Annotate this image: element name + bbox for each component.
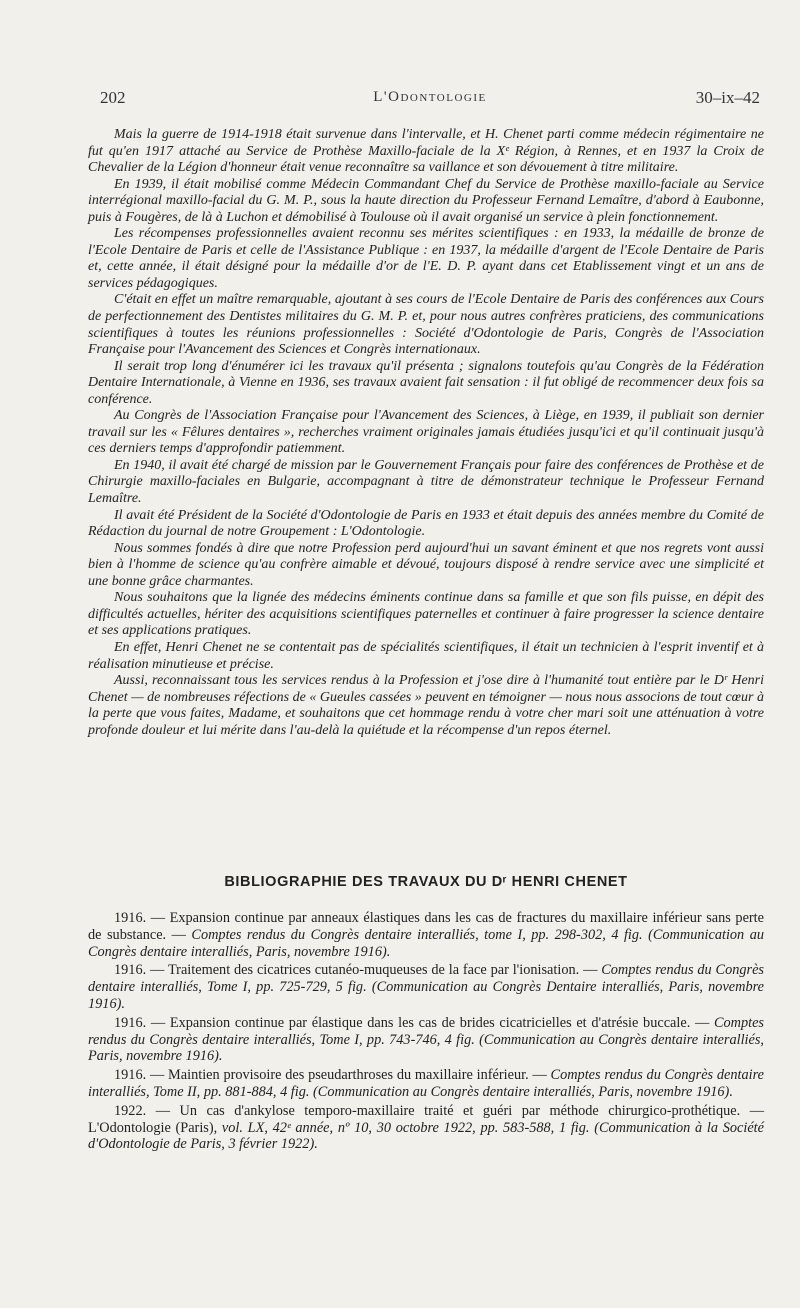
paragraph: Au Congrès de l'Association Française pour l'Avancement des Sciences, à Liège, en 1939, il publiait son dernier travail sur les « Fêlures dentaires », recherches vraiment originales jamais étudiées jusqu'ici et qu'il continuait jusqu'à ces derniers temps d'approfondir patiemment. [88, 408, 764, 457]
paragraph: Il avait été Président de la Société d'Odontologie de Paris en 1933 et était depuis des années membre du Comité de Rédaction du journal de notre Groupement : L'Odontologie. [88, 507, 764, 540]
paragraph: Les récompenses professionnelles avaient reconnu ses mérites scientifiques : en 1933, la médaille de bronze de l'Ecole Dentaire de Paris et celle de l'Assistance Publique : en 1937, la médaille d'argent de l'Ecole Dentaire de Paris et, cette année, il était désigné pour la médaille d'or de l'E. D. P. ayant dans cet Etablissement vingt et un ans de services pédagogiques. [88, 226, 764, 291]
paragraph: Il serait trop long d'énumérer ici les travaux qu'il présenta ; signalons toutefois qu'au Congrès de la Fédération Dentaire Internationale, à Vienne en 1936, ses travaux avaient fait sensation : il fut obligé de recommencer deux fois sa conférence. [88, 358, 764, 407]
paragraph: En 1940, il avait été chargé de mission par le Gouvernement Français pour faire des conférences de Prothèse et de Chirurgie maxillo-faciales en Bulgarie, accompagnant à titre de démonstrateur technique le Professeur Fernand Lemaître. [88, 457, 764, 507]
page-number: 202 [100, 88, 126, 107]
entry-year: 1922. [114, 1102, 147, 1119]
entry-text: — Expansion continue par anneaux élastiques dans les cas de fractures du maxillaire inférieur sans perte de substance. — [88, 910, 764, 943]
paragraph: En 1939, il était mobilisé comme Médecin Commandant Chef du Service de Prothèse maxillo-faciale au Service interrégional maxillo-facial du G. M. P., sous la haute direction du Professeur Fernand Lemaître, d'abord à Eaubonne, puis à Fougères, de là à Luchon et démobilisé à Toulouse où il avait organisé un service à plein fonctionnement. [88, 176, 764, 225]
bibliography-list [88, 910, 764, 1155]
issue-date: 30–ix–42 [695, 88, 760, 107]
paragraph: C'était en effet un maître remarquable, ajoutant à ses cours de l'Ecole Dentaire de Paris des conférences aux Cours de perfectionnement des Dentistes militaires du G. M. P. et, pour nous autres confrères praticiens, des communications scientifiques à toutes les réunions professionnelles : Société d'Odontologie de Paris, Congrès de l'Association Française pour l'Avancement des Sciences et Congrès internationaux. [88, 292, 764, 358]
entry-year: 1916. [114, 1014, 147, 1031]
paragraph: Mais la guerre de 1914-1918 était survenue dans l'intervalle, et H. Chenet parti comme médecin régimentaire ne fut qu'en 1917 attaché au Service de Prothèse Maxillo-faciale de la Xᵉ Région, à Rennes, et en 1937 la Croix de Chevalier de la Légion d'honneur était venue reconnaître sa vaillance et son dévouement à titre militaire. [88, 127, 764, 176]
paragraph: Nous souhaitons que la lignée des médecins éminents continue dans sa famille et que son fils puisse, en dépit des difficultés actuelles, hériter des acquisitions scientifiques paternelles et continuer à faire progresser la science dentaire et ses applications pratiques. [88, 590, 764, 639]
bibliography-title: BIBLIOGRAPHIE DES TRAVAUX DU Dʳ HENRI CHENET [224, 874, 628, 890]
bibliography-entry [88, 1103, 764, 1153]
entry-reference: Comptes rendus du Congrès dentaire interalliés, tome I, pp. 298-302, 4 fig. (Communication au Congrès dentaire interalliés, Paris, novembre 1916). [88, 926, 764, 960]
paragraph: Aussi, reconnaissant tous les services rendus à la Profession et j'ose dire à l'humanité tout entière par le Dʳ Henri Chenet — de nombreuses réfections de « Gueules cassées » peuvent en témoigner — nous nous associons de tout cœur à la perte que vous faites, Madame, et souhaitons que cet hommage rendu à votre cher mari soit une atténuation à votre profonde douleur et lui mérite dans l'au-delà la quiétude et la récompense d'un repos éternel. [88, 673, 764, 738]
bibliography-entry [88, 910, 764, 960]
entry-year: 1916. [114, 910, 147, 926]
entry-reference: Comptes rendus du Congrès dentaire interalliés, Tome II, pp. 881-884, 4 fig. (Communication au Congrès dentaire interalliés, Paris, novembre 1916). [88, 1067, 765, 1100]
entry-reference: vol. LX, 42ᵉ année, nº 10, 30 octobre 1922, pp. 583-588, 1 fig. (Communication à la Société d'Odontologie de Paris, 3 février 1922). [88, 1119, 764, 1153]
paragraph: En effet, Henri Chenet ne se contentait pas de spécialités scientifiques, il était un technicien à l'esprit inventif et à réalisation minutieuse et précise. [88, 639, 764, 672]
bibliography-entry [88, 1067, 764, 1101]
obituary-text [88, 127, 764, 739]
entry-text: — Maintien provisoire des pseudarthroses du maxillaire inférieur. — [149, 1067, 551, 1084]
entry-reference: Comptes rendus du Congrès dentaire interalliés, Tome I, pp. 743-746, 4 fig. (Communication au Congrès dentaire interalliés, Paris, novembre 1916). [88, 1014, 764, 1065]
entry-year: 1916. [114, 1067, 147, 1084]
entry-text: — Expansion continue par élastique dans les cas de brides cicatricielles et d'atrésie buccale. — [150, 1014, 714, 1031]
entry-text: — Un cas d'ankylose temporo-maxillaire traité et guéri par méthode chirurgico-prothétique. — L'Odontologie (Paris), [88, 1102, 765, 1136]
entry-year: 1916. [114, 962, 147, 979]
bibliography-entry [88, 1015, 764, 1065]
entry-reference: Comptes rendus du Congrès dentaire interalliés, Tome I, pp. 725-729, 5 fig. (Communication au Congrès Dentaire interalliés, Paris, novembre 1916). [88, 962, 764, 1012]
bibliography-entry [88, 962, 764, 1012]
journal-title: L'Odontologie [373, 89, 487, 105]
entry-text: — Traitement des cicatrices cutanéo-muqueuses de la face par l'ionisation. — [150, 962, 602, 979]
paragraph: Nous sommes fondés à dire que notre Profession perd aujourd'hui un savant éminent et que nos regrets vont aussi bien à l'homme de science qu'au confrère aimable et dévoué, toujours disposé à rendre service avec une simplicité et une bonne grâce charmantes. [88, 540, 764, 589]
page-header [100, 88, 760, 110]
